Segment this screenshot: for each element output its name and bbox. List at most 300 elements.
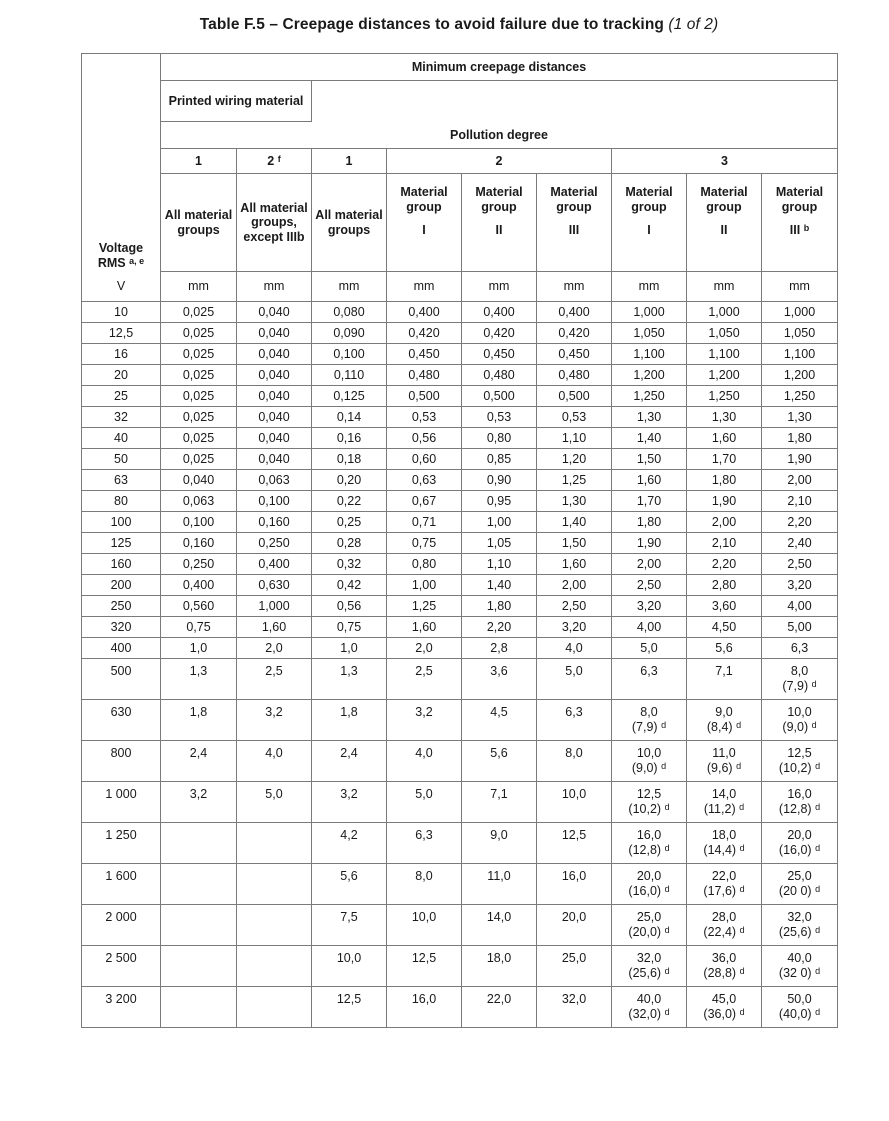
footnote-d-marker: d [815, 966, 821, 976]
creepage-table [81, 53, 838, 1028]
voltage-cell: 250 [82, 596, 161, 617]
value-text: 5,6 [715, 640, 733, 655]
value-text: 0,480 [558, 367, 590, 382]
value-text: 1,25 [411, 598, 437, 613]
footnote-d-marker: d [815, 843, 821, 853]
value-cell [312, 575, 387, 596]
reduced-value-text: (40,0) [778, 1007, 812, 1021]
value-cell [687, 470, 762, 491]
value-text: 8,0 [565, 746, 583, 760]
value-cell [312, 344, 387, 365]
reduced-value-text: (12,8) [778, 802, 812, 816]
value-cell [537, 987, 612, 1028]
voltage-header [82, 54, 161, 272]
value-cell [237, 323, 312, 344]
value-cell [687, 344, 762, 365]
value-text: 1,3 [189, 664, 208, 678]
unit-mm: mm [612, 272, 687, 302]
value-text: 6,3 [415, 828, 433, 842]
value-text: 5,6 [490, 746, 508, 760]
value-cell [612, 344, 687, 365]
pd1-header [312, 149, 387, 174]
value-cell [237, 617, 312, 638]
reduced-value-text: (32,0) [628, 1007, 662, 1021]
value-cell [762, 782, 838, 823]
pd-pwm1-label: 1 [195, 153, 202, 168]
value-cell [612, 323, 687, 344]
value-cell [237, 946, 312, 987]
value-cell [687, 638, 762, 659]
value-text: 0,420 [558, 325, 590, 340]
value-cell [612, 470, 687, 491]
value-cell [537, 554, 612, 575]
value-cell [161, 617, 237, 638]
value-text: 1,8 [189, 705, 208, 719]
value-cell [687, 302, 762, 323]
value-text: 0,14 [336, 409, 362, 424]
value-text: 4,2 [340, 828, 358, 842]
table-row [82, 596, 838, 617]
value-cell [537, 905, 612, 946]
value-cell [537, 946, 612, 987]
value-text: 36,0 [711, 951, 737, 965]
value-cell [161, 407, 237, 428]
value-cell [312, 617, 387, 638]
value-text: 0,80 [486, 430, 512, 445]
value-cell [687, 323, 762, 344]
value-text: 1,50 [636, 451, 662, 466]
value-cell [237, 512, 312, 533]
value-cell [612, 533, 687, 554]
value-text: 3,20 [787, 577, 812, 592]
value-cell [537, 323, 612, 344]
value-text: 2,20 [787, 514, 812, 529]
pollution-degree-header: Pollution degree [161, 122, 838, 149]
all-except-header: All material groups, except IIIb [237, 174, 312, 272]
value-cell [312, 638, 387, 659]
voltage-cell: 800 [82, 741, 161, 782]
value-text: 1,30 [711, 409, 737, 424]
value-cell [537, 407, 612, 428]
value-text: 1,05 [486, 535, 512, 550]
footnote-d-marker: d [664, 1007, 670, 1017]
value-cell [537, 386, 612, 407]
reduced-value-text: (22,4) [703, 925, 737, 939]
value-cell [387, 782, 462, 823]
value-cell [237, 344, 312, 365]
value-cell [762, 946, 838, 987]
table-row [82, 638, 838, 659]
all-mat-header-1: All material groups [161, 174, 237, 272]
value-cell [237, 470, 312, 491]
voltage-label: Voltage [98, 241, 144, 256]
value-cell [462, 365, 537, 386]
value-text: 3,2 [415, 705, 433, 719]
value-text: 20,0 [561, 910, 587, 924]
reduced-value-text: (25,6) [778, 925, 812, 939]
value-text: 40,0 [787, 951, 812, 965]
value-text: 0,400 [408, 304, 440, 319]
unit-mm: mm [762, 272, 838, 302]
value-text: 0,025 [182, 367, 215, 382]
value-text: 0,250 [182, 556, 215, 571]
value-text: 2,4 [340, 746, 358, 760]
mat-group-label: Material group [625, 185, 673, 214]
footnote-d-marker: d [664, 966, 670, 976]
value-text: 2,0 [415, 640, 433, 655]
value-text: 18,0 [486, 951, 512, 965]
footnote-d-marker: d [815, 925, 821, 935]
header-row-pwm [82, 81, 838, 122]
table-row [82, 700, 838, 741]
value-cell [312, 323, 387, 344]
voltage-cell: 1 600 [82, 864, 161, 905]
value-text: 0,100 [333, 346, 365, 361]
value-text: 0,450 [483, 346, 515, 361]
value-cell [462, 946, 537, 987]
value-cell [462, 386, 537, 407]
value-cell [687, 823, 762, 864]
value-cell [312, 596, 387, 617]
table-row [82, 323, 838, 344]
value-cell [762, 386, 838, 407]
value-cell [312, 533, 387, 554]
value-text: 1,90 [636, 535, 662, 550]
value-text: 4,0 [565, 640, 583, 655]
value-cell [237, 554, 312, 575]
value-text: 3,2 [189, 787, 208, 801]
unit-mm: mm [537, 272, 612, 302]
value-cell [612, 512, 687, 533]
value-cell [387, 864, 462, 905]
value-cell [312, 782, 387, 823]
value-text: 22,0 [486, 992, 512, 1006]
table-row [82, 533, 838, 554]
value-cell [462, 905, 537, 946]
value-cell [687, 946, 762, 987]
value-cell [387, 823, 462, 864]
value-cell [387, 700, 462, 741]
table-row [82, 365, 838, 386]
value-cell [387, 407, 462, 428]
value-text: 0,080 [333, 304, 365, 319]
reduced-value-text: (8,4) [706, 720, 733, 734]
footnote-d-marker: d [815, 761, 821, 771]
value-text: 0,75 [336, 619, 362, 634]
value-text: 8,0 [415, 869, 433, 883]
mat-group-header-p3-I [612, 174, 687, 272]
footnote-d-marker: d [739, 925, 745, 935]
value-text: 0,63 [411, 472, 437, 487]
value-text: 5,00 [787, 619, 812, 634]
value-text: 1,200 [633, 367, 665, 382]
value-cell [387, 659, 462, 700]
value-text: 8,0 [790, 664, 809, 678]
table-row [82, 864, 838, 905]
value-cell [462, 987, 537, 1028]
value-text: 0,630 [258, 577, 290, 592]
footnote-d-marker: d [739, 802, 745, 812]
group-numeral: II [720, 223, 728, 238]
value-text: 1,000 [633, 304, 665, 319]
reduced-value-text: (9,0) [782, 720, 809, 734]
value-cell [537, 617, 612, 638]
value-text: 0,063 [258, 472, 290, 487]
table-row [82, 302, 838, 323]
value-cell [161, 659, 237, 700]
value-text: 4,0 [415, 746, 433, 760]
table-row [82, 946, 838, 987]
voltage-cell: 630 [82, 700, 161, 741]
footnote-d-marker: d [739, 966, 745, 976]
value-cell [687, 386, 762, 407]
value-text: 4,50 [711, 619, 737, 634]
value-text: 1,20 [561, 451, 587, 466]
reduced-value-text: (17,6) [703, 884, 737, 898]
value-cell [387, 554, 462, 575]
value-text: 1,000 [258, 598, 290, 613]
value-text: 1,200 [708, 367, 740, 382]
value-text: 0,53 [486, 409, 512, 424]
value-cell [537, 575, 612, 596]
value-text: 0,040 [258, 325, 290, 340]
value-text: 2,40 [787, 535, 812, 550]
value-text: 0,85 [486, 451, 512, 466]
value-cell [687, 782, 762, 823]
value-text: 0,040 [258, 367, 290, 382]
value-cell [687, 741, 762, 782]
value-cell [161, 782, 237, 823]
value-cell [762, 987, 838, 1028]
value-text: 2,50 [787, 556, 812, 571]
value-cell [387, 596, 462, 617]
value-text: 0,420 [483, 325, 515, 340]
value-cell [687, 659, 762, 700]
reduced-value-text: (9,6) [706, 761, 733, 775]
value-cell [462, 596, 537, 617]
value-cell [161, 864, 237, 905]
value-cell [462, 470, 537, 491]
value-cell [237, 700, 312, 741]
value-cell [762, 905, 838, 946]
value-cell [387, 491, 462, 512]
value-text: 1,100 [708, 346, 740, 361]
value-text: 1,250 [783, 388, 816, 403]
value-text: 0,42 [336, 577, 362, 592]
table-row [82, 428, 838, 449]
table-title-part: (1 of 2) [668, 16, 719, 33]
footnote-d-marker: d [739, 884, 745, 894]
value-text: 0,400 [558, 304, 590, 319]
value-text: 2,4 [189, 746, 208, 760]
reduced-value-text: (28,8) [703, 966, 737, 980]
value-text: 1,60 [636, 472, 662, 487]
mat-group-header-p2-II [462, 174, 537, 272]
value-text: 18,0 [711, 828, 737, 842]
value-cell [237, 596, 312, 617]
value-text: 0,420 [408, 325, 440, 340]
value-cell [462, 302, 537, 323]
value-cell [462, 449, 537, 470]
value-cell [537, 428, 612, 449]
value-cell [462, 491, 537, 512]
table-row [82, 741, 838, 782]
value-cell [762, 428, 838, 449]
reduced-value-text: (12,8) [628, 843, 662, 857]
voltage-cell: 2 000 [82, 905, 161, 946]
value-cell [312, 741, 387, 782]
footnote-d-marker: d [664, 843, 670, 853]
value-cell [312, 449, 387, 470]
value-text: 1,70 [711, 451, 737, 466]
value-text: 2,80 [711, 577, 737, 592]
value-text: 0,56 [411, 430, 437, 445]
value-text: 1,25 [561, 472, 587, 487]
table-row [82, 449, 838, 470]
reduced-value-text: (7,9) [631, 720, 658, 734]
value-cell [537, 782, 612, 823]
value-cell [237, 428, 312, 449]
pd2-header [387, 149, 612, 174]
table-row [82, 512, 838, 533]
value-text: 7,1 [490, 787, 508, 801]
table-row [82, 407, 838, 428]
value-text: 16,0 [636, 828, 662, 842]
unit-v: V [82, 272, 161, 302]
value-cell [687, 864, 762, 905]
value-text: 22,0 [711, 869, 737, 883]
value-text: 0,80 [411, 556, 437, 571]
voltage-cell: 125 [82, 533, 161, 554]
value-text: 16,0 [411, 992, 437, 1006]
value-cell [612, 946, 687, 987]
table-row [82, 344, 838, 365]
value-text: 32,0 [636, 951, 662, 965]
voltage-cell: 3 200 [82, 987, 161, 1028]
value-cell [237, 302, 312, 323]
value-cell [762, 512, 838, 533]
value-cell [612, 596, 687, 617]
value-cell [762, 575, 838, 596]
value-cell [312, 987, 387, 1028]
value-text: 1,0 [189, 640, 208, 655]
voltage-cell: 25 [82, 386, 161, 407]
value-text: 0,400 [483, 304, 515, 319]
mat-group-header-p2-III [537, 174, 612, 272]
value-text: 2,20 [711, 556, 737, 571]
value-text: 1,80 [636, 514, 662, 529]
header-row-pollution [82, 122, 838, 149]
value-text: 25,0 [561, 951, 587, 965]
rms-footnote: a, e [129, 255, 145, 266]
value-cell [537, 700, 612, 741]
value-cell [612, 449, 687, 470]
value-cell [237, 638, 312, 659]
value-text: 0,025 [182, 430, 215, 445]
value-text: 0,480 [483, 367, 515, 382]
value-cell [612, 638, 687, 659]
value-cell [537, 823, 612, 864]
value-cell [237, 533, 312, 554]
value-cell [462, 864, 537, 905]
value-cell [387, 344, 462, 365]
value-text: 0,60 [411, 451, 437, 466]
pd1-label: 1 [345, 153, 353, 168]
value-text: 1,70 [636, 493, 662, 508]
value-cell [237, 987, 312, 1028]
table-row [82, 987, 838, 1028]
value-text: 1,60 [261, 619, 287, 634]
value-text: 10,0 [336, 951, 362, 965]
voltage-cell: 1 000 [82, 782, 161, 823]
voltage-cell: 80 [82, 491, 161, 512]
value-text: 0,90 [486, 472, 512, 487]
value-text: 12,5 [561, 828, 587, 842]
value-text: 1,00 [486, 514, 512, 529]
value-cell [161, 428, 237, 449]
table-body [82, 54, 838, 1028]
value-cell [161, 302, 237, 323]
value-text: 0,32 [336, 556, 362, 571]
value-cell [387, 512, 462, 533]
voltage-cell: 32 [82, 407, 161, 428]
value-cell [687, 987, 762, 1028]
voltage-cell: 320 [82, 617, 161, 638]
pd-pwm1-header [161, 149, 237, 174]
value-text: 40,0 [636, 992, 662, 1006]
value-cell [612, 987, 687, 1028]
voltage-cell: 63 [82, 470, 161, 491]
value-cell [462, 512, 537, 533]
value-text: 0,025 [182, 451, 215, 466]
value-cell [462, 407, 537, 428]
value-text: 0,400 [258, 556, 290, 571]
voltage-cell: 160 [82, 554, 161, 575]
footnote-d-marker: d [815, 802, 821, 812]
header-row-min-creepage [82, 54, 838, 81]
value-text: 1,050 [783, 325, 816, 340]
value-text: 2,00 [787, 472, 812, 487]
value-text: 0,100 [258, 493, 290, 508]
value-cell [462, 533, 537, 554]
value-cell [762, 638, 838, 659]
value-cell [762, 864, 838, 905]
value-cell [161, 823, 237, 864]
mat-group-label: Material group [775, 185, 824, 214]
voltage-cell: 40 [82, 428, 161, 449]
value-text: 0,22 [336, 493, 362, 508]
value-cell [762, 554, 838, 575]
value-text: 1,3 [340, 664, 358, 678]
value-cell [687, 407, 762, 428]
value-cell [237, 575, 312, 596]
table-row [82, 617, 838, 638]
value-text: 12,5 [636, 787, 662, 801]
value-text: 1,40 [636, 430, 662, 445]
value-cell [612, 905, 687, 946]
value-cell [312, 554, 387, 575]
value-cell [762, 491, 838, 512]
value-text: 0,560 [182, 598, 215, 613]
group-numeral: III [568, 223, 580, 238]
voltage-cell: 2 500 [82, 946, 161, 987]
value-cell [161, 987, 237, 1028]
value-text: 16,0 [787, 787, 812, 801]
value-cell [462, 741, 537, 782]
value-cell [762, 449, 838, 470]
value-cell [462, 659, 537, 700]
value-cell [161, 386, 237, 407]
